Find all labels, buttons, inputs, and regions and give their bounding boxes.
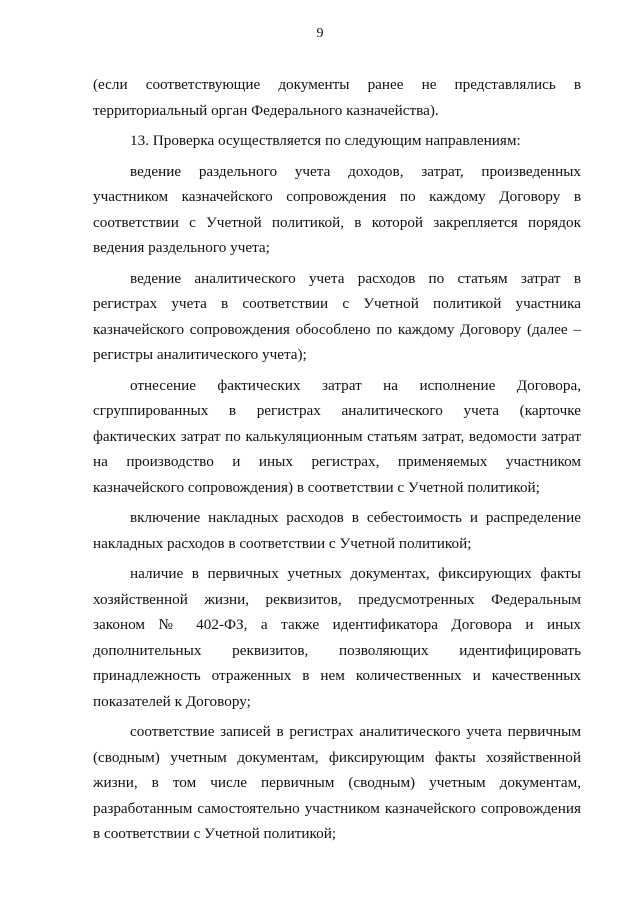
paragraph-overhead-costs: включение накладных расходов в себестоимость и распределение накладных расходов в соответствии с Учетной политикой; (93, 509, 581, 552)
page-number: 9 (316, 26, 324, 41)
paragraph-continuation: (если соответствующие документы ранее не представлялись в территориальный орган Федерального казначейства). (93, 76, 581, 119)
paragraph-separate-accounting: ведение раздельного учета доходов, затрат, произведенных участником казначейского сопровождения по каждому Договору в соответствии с Учетной политикой, в которой закрепляется порядок ведения раздельного учета; (93, 162, 581, 256)
paragraph-actual-costs: отнесение фактических затрат на исполнение Договора, сгруппированных в регистрах аналитического учета (карточке фактических затрат по калькуляционным статьям затрат, ведомости затрат на производство и иных регистрах, применяемых участником казначейского сопровождения) в соответствии с Учетной политикой; (93, 376, 581, 496)
paragraph-section-13: 13. Проверка осуществляется по следующим направлениям: (130, 132, 521, 149)
paragraph-records-conformity: соответствие записей в регистрах аналитического учета первичным (сводным) учетным документам, фиксирующим факты хозяйственной жизни, в том числе первичным (сводным) учетным документам, разработанным самостоятельно участником казначейского сопровождения в соответствии с Учетной политикой; (93, 723, 581, 842)
paragraph-primary-documents: наличие в первичных учетных документах, фиксирующих факты хозяйственной жизни, реквизитов, предусмотренных Федеральным законом № 402-ФЗ, а также идентификатора Договора и иных дополнительных реквизитов, позволяющих идентифицировать принадлежность отраженных в нем количественных и качественных показателей к Договору; (93, 565, 581, 710)
paragraph-analytical-accounting: ведение аналитического учета расходов по статьям затрат в регистрах учета в соответствии с Учетной политикой участника казначейского сопровождения обособлено по каждому Договору (далее – регистры аналитического учета); (93, 269, 581, 363)
document-body (93, 72, 581, 852)
